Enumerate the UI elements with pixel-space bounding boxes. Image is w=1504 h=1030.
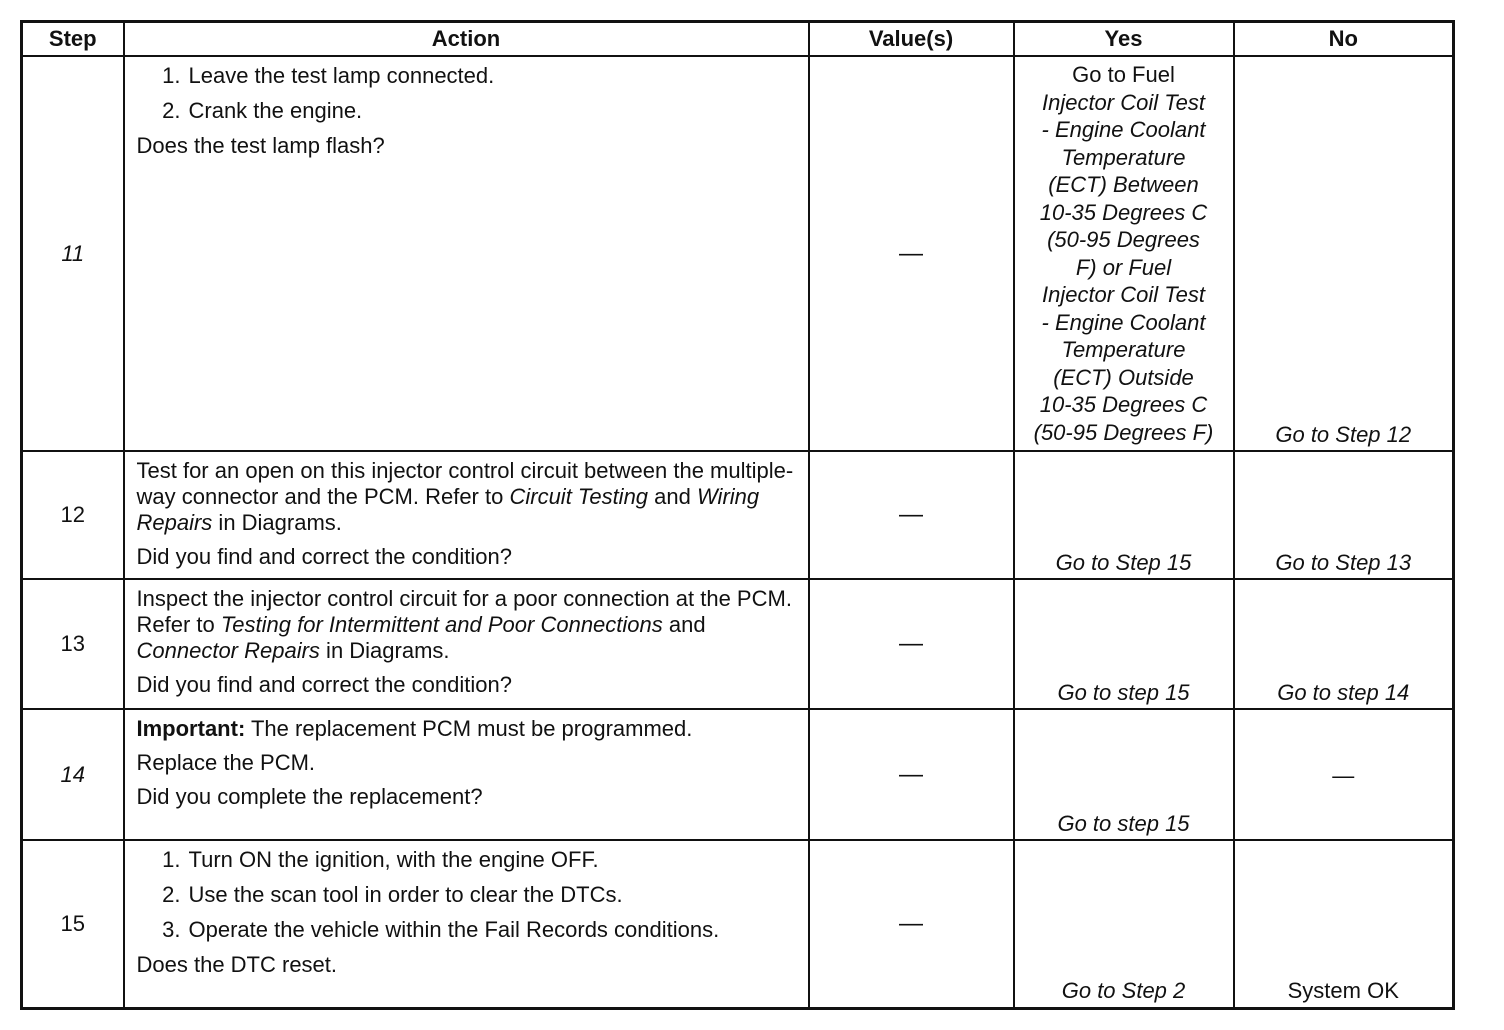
value-cell: — bbox=[809, 579, 1014, 709]
table-row bbox=[22, 56, 1454, 451]
header-values: Value(s) bbox=[809, 22, 1014, 57]
no-cell: — bbox=[1234, 709, 1454, 840]
action-paragraph: Inspect the injector control circuit for a poor connection at the PCM. Refer to Testing for Intermittent and Poor Connections and Connector Repairs in Diagrams. bbox=[136, 586, 792, 663]
list-item: 2. Use the scan tool in order to clear the DTCs. bbox=[162, 882, 623, 907]
value-cell: — bbox=[809, 709, 1014, 840]
header-step: Step bbox=[22, 22, 124, 57]
header-no: No bbox=[1234, 22, 1454, 57]
important-note: Important: The replacement PCM must be programmed. bbox=[136, 716, 693, 741]
no-cell: Go to step 14 bbox=[1234, 579, 1454, 709]
yes-text: Go to Fuel Injector Coil Test - Engine Coolant Temperature (ECT) Between 10-35 Degrees C (50-95 Degrees F) or Fuel Injector Coil Test - Engine Coolant Temperature (ECT) Outside 10-35 Degrees C (50-95 Degrees F) bbox=[1033, 62, 1214, 445]
step-number: 15 bbox=[22, 840, 124, 1008]
list-item: 2. Crank the engine. bbox=[162, 98, 363, 123]
value-cell: — bbox=[809, 451, 1014, 579]
list-item: 1. Turn ON the ignition, with the engine OFF. bbox=[162, 847, 599, 872]
no-cell: Go to Step 13 bbox=[1234, 451, 1454, 579]
yes-cell: Go to Step 2 bbox=[1014, 840, 1234, 1008]
no-cell: System OK bbox=[1234, 840, 1454, 1008]
value-cell: — bbox=[809, 840, 1014, 1008]
step-number: 14 bbox=[22, 709, 124, 840]
action-cell bbox=[124, 451, 809, 579]
table-row bbox=[22, 709, 1454, 840]
yes-cell: Go to step 15 bbox=[1014, 709, 1234, 840]
action-cell bbox=[124, 840, 809, 1008]
header-yes: Yes bbox=[1014, 22, 1234, 57]
yes-cell: Go to step 15 bbox=[1014, 579, 1234, 709]
yes-cell: Go to Step 15 bbox=[1014, 451, 1234, 579]
no-cell: Go to Step 12 bbox=[1234, 56, 1454, 451]
value-cell: — bbox=[809, 56, 1014, 451]
action-line: Replace the PCM. bbox=[136, 750, 316, 775]
action-cell bbox=[124, 56, 809, 451]
header-row bbox=[22, 22, 1454, 57]
diagnostic-table bbox=[20, 20, 1455, 1010]
action-question: Did you find and correct the condition? bbox=[136, 672, 512, 697]
step-number: 13 bbox=[22, 579, 124, 709]
action-question: Does the test lamp flash? bbox=[136, 133, 385, 158]
list-item: 1. Leave the test lamp connected. bbox=[162, 63, 495, 88]
table-row bbox=[22, 840, 1454, 1008]
step-number: 12 bbox=[22, 451, 124, 579]
step-number: 11 bbox=[22, 56, 124, 451]
action-question: Does the DTC reset. bbox=[136, 952, 338, 977]
action-paragraph: Test for an open on this injector control circuit between the multiple-way connector and the PCM. Refer to Circuit Testing and Wiring Repairs in Diagrams. bbox=[136, 458, 794, 535]
action-list bbox=[137, 847, 798, 943]
action-question: Did you find and correct the condition? bbox=[136, 544, 512, 569]
action-cell bbox=[124, 579, 809, 709]
action-cell bbox=[124, 709, 809, 840]
yes-cell bbox=[1014, 56, 1234, 451]
table-row bbox=[22, 579, 1454, 709]
list-item: 3. Operate the vehicle within the Fail Records conditions. bbox=[162, 917, 720, 942]
table-row bbox=[22, 451, 1454, 579]
action-question: Did you complete the replacement? bbox=[136, 784, 483, 809]
action-list bbox=[137, 63, 798, 124]
header-action: Action bbox=[124, 22, 809, 57]
